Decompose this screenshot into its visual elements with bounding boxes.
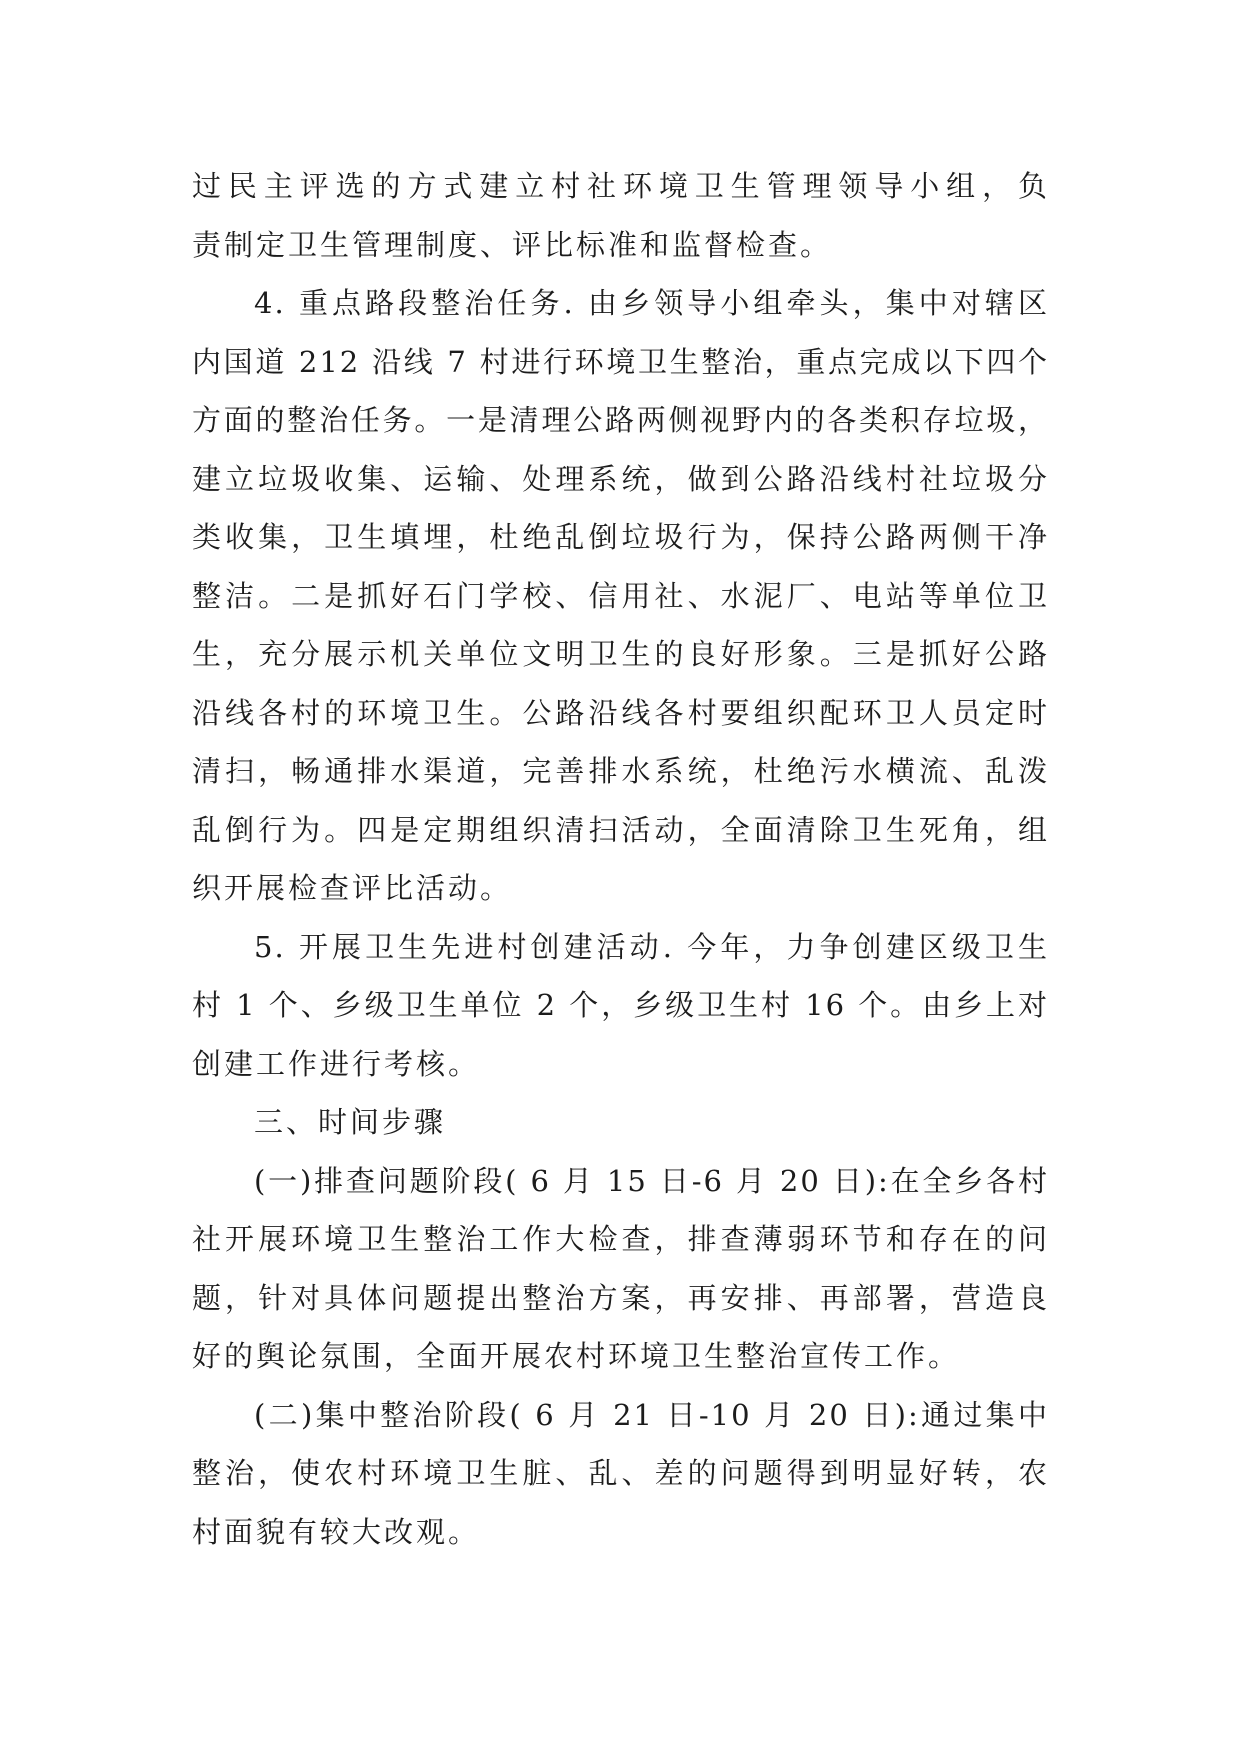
text-line: 村面貌有较大改观。 [192,1514,481,1549]
text-line: 整洁。二是抓好石门学校、信用社、水泥厂、电站等单位卫 [192,578,1049,613]
text-line: 题，针对具体问题提出整治方案，再安排、再部署，营造良 [192,1280,1049,1315]
text-line: 创建工作进行考核。 [192,1046,481,1081]
heading-line: 三、时间步骤 [254,1105,447,1139]
text-line: 方面的整治任务。一是清理公路两侧视野内的各类积存垃圾， [192,403,1049,437]
section-heading [192,1093,1049,1152]
text-line: 好的舆论氛围，全面开展农村环境卫生整治宣传工作。 [192,1339,961,1373]
text-line: 过民主评选的方式建立村社环境卫生管理领导小组，负 [192,169,1049,203]
text-line: 清扫，畅通排水渠道，完善排水系统，杜绝污水横流、乱泼 [192,754,1049,788]
paragraph [192,274,1049,918]
text-line: 乱倒行为。四是定期组织清扫活动，全面清除卫生死角，组 [192,812,1049,847]
text-line: 织开展检查评比活动。 [192,871,513,905]
text-line: 生，充分展示机关单位文明卫生的良好形象。三是抓好公路 [192,637,1049,671]
text-line: 类收集，卫生填埋，杜绝乱倒垃圾行为，保持公路两侧干净 [192,520,1049,554]
text-line: (一)排查问题阶段( 6 月 15 日-6 月 20 日):在全乡各村 [254,1163,1049,1198]
text-line: 责制定卫生管理制度、评比标准和监督检查。 [192,227,833,262]
text-line: 建立垃圾收集、运输、处理系统，做到公路沿线村社垃圾分 [192,461,1049,496]
paragraph [192,918,1049,1094]
paragraph [192,157,1049,274]
text-line: (二)集中整治阶段( 6 月 21 日-10 月 20 日):通过集中 [254,1397,1049,1432]
text-line: 沿线各村的环境卫生。公路沿线各村要组织配环卫人员定时 [192,695,1049,730]
paragraph [192,1152,1049,1386]
text-line: 整治，使农村环境卫生脏、乱、差的问题得到明显好转，农 [192,1456,1049,1490]
text-line: 村 1 个、乡级卫生单位 2 个，乡级卫生村 16 个。由乡上对 [192,988,1049,1022]
document-body [192,157,1049,1561]
text-line: 社开展环境卫生整治工作大检查，排查薄弱环节和存在的问 [192,1222,1049,1256]
paragraph [192,1386,1049,1562]
text-line: 内国道 212 沿线 7 村进行环境卫生整治，重点完成以下四个 [192,344,1049,379]
text-line: 4. 重点路段整治任务. 由乡领导小组牵头，集中对辖区 [254,286,1049,320]
text-line: 5. 开展卫生先进村创建活动. 今年，力争创建区级卫生 [254,929,1049,964]
